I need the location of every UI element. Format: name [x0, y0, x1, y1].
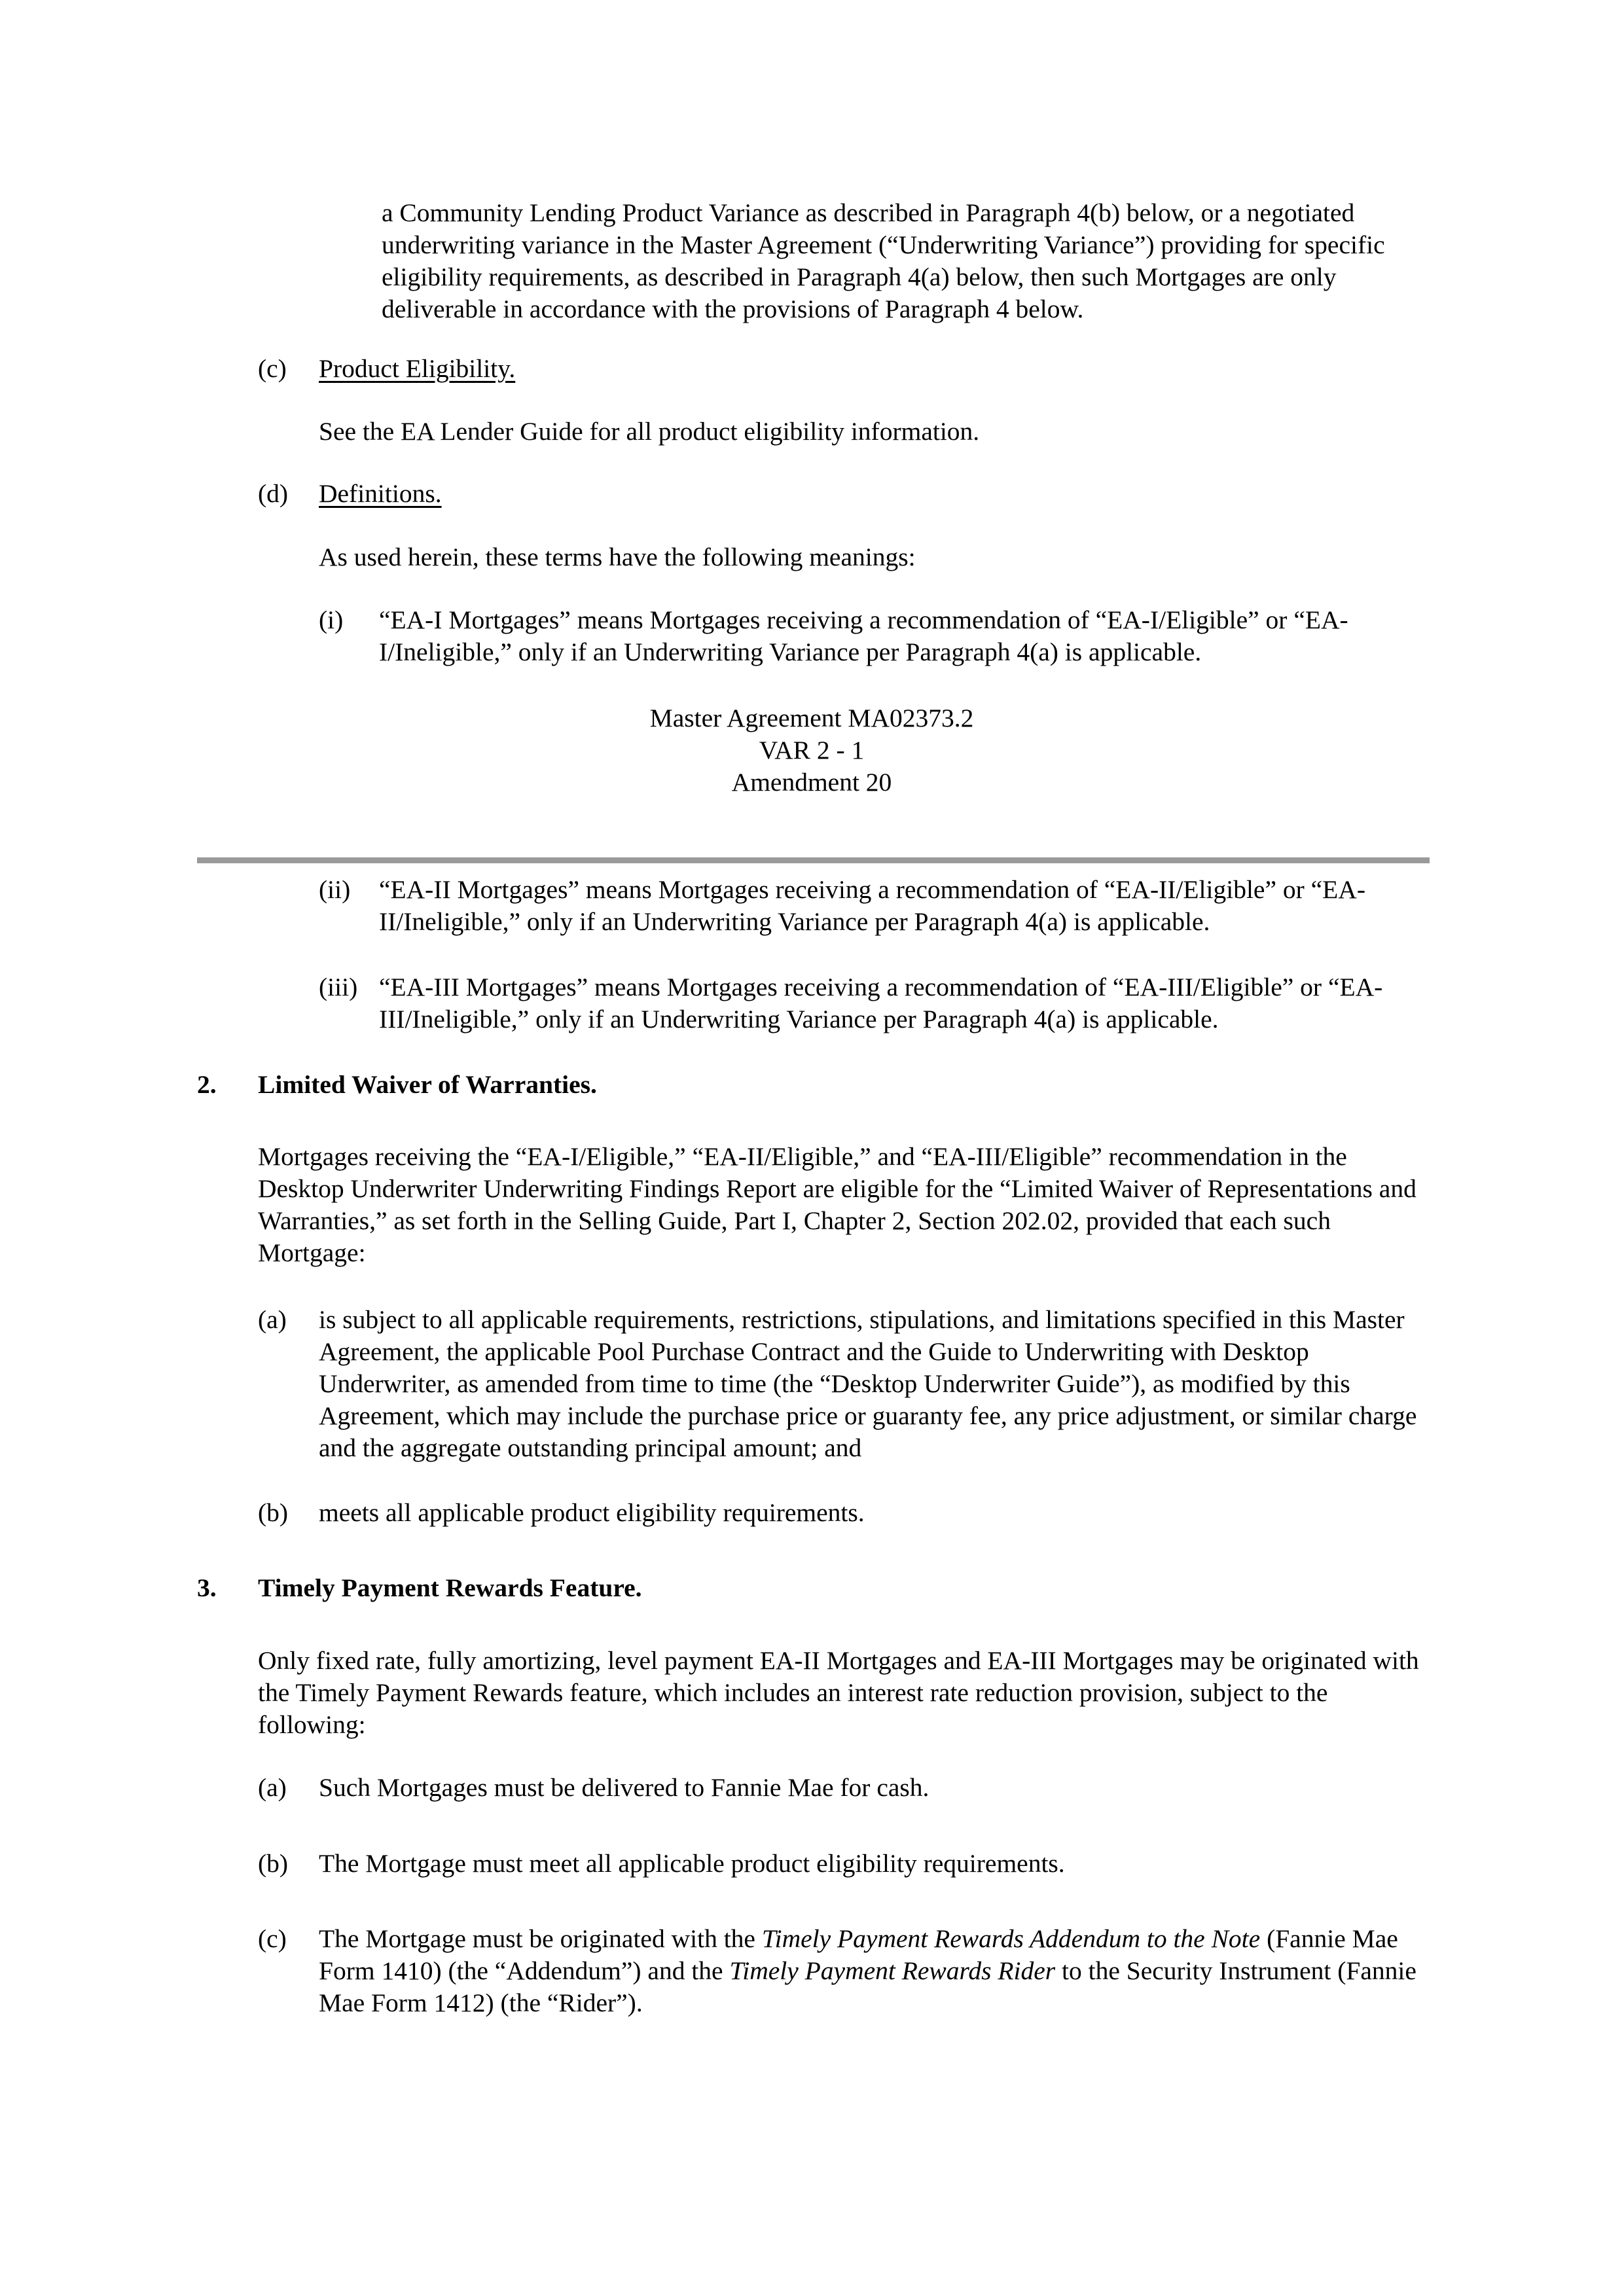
section-3-item-number: (c) — [258, 1924, 287, 1953]
definition-number: (ii) — [319, 875, 351, 904]
item-c-text-2: (Fannie Mae Form 1410) (the “Addendum”) and the — [319, 1924, 1398, 1985]
section-3-heading: Timely Payment Rewards Feature. — [258, 1573, 642, 1602]
section-1d-number: (d) — [258, 479, 289, 508]
section-2-number: 2. — [197, 1070, 217, 1099]
section-1c-heading: Product Eligibility. — [319, 354, 516, 383]
section-1d-text: As used herein, these terms have the following meanings: — [319, 543, 916, 571]
section-3-text: Only fixed rate, fully amortizing, level payment EA-II Mortgages and EA-III Mortgages may be originated with the Timely Payment Rewards feature, which includes an interest rate reduction provision, subject to the following: — [258, 1646, 1419, 1739]
section-3-number: 3. — [197, 1573, 217, 1602]
section-2-item-number: (b) — [258, 1498, 289, 1527]
definition-text: “EA-I Mortgages” means Mortgages receiving a recommendation of “EA-I/Eligible” or “EA-I/Ineligible,” only if an Underwriting Variance per Paragraph 4(a) is applicable. — [379, 605, 1348, 666]
section-2-heading: Limited Waiver of Warranties. — [258, 1070, 597, 1099]
page-footer — [589, 702, 1034, 798]
definition-text: “EA-II Mortgages” means Mortgages receiving a recommendation of “EA-II/Eligible” or “EA-II/Ineligible,” only if an Underwriting Variance per Paragraph 4(a) is applicable. — [379, 875, 1365, 936]
definition-text: “EA-III Mortgages” means Mortgages receiving a recommendation of “EA-III/Eligible” or “EA-III/Ineligible,” only if an Underwriting Variance per Paragraph 4(a) is applicable. — [379, 973, 1383, 1033]
section-3-item-c-text — [319, 1923, 1432, 2019]
section-2-item-text: meets all applicable product eligibility requirements. — [319, 1498, 865, 1527]
footer-var-number: VAR 2 - 1 — [759, 736, 865, 764]
section-2-text: Mortgages receiving the “EA-I/Eligible,” “EA-II/Eligible,” and “EA-III/Eligible” recommendation in the Desktop Underwriter Underwriting Findings Report are eligible for the “Limited Waiver of Representations and Warranties,” as set forth in the Selling Guide, Part I, Chapter 2, Section 202.02, provided that each such Mortgage: — [258, 1142, 1416, 1267]
footer-agreement-number: Master Agreement MA02373.2 — [649, 704, 974, 732]
addendum-form-title: Timely Payment Rewards Addendum to the Note — [761, 1924, 1261, 1953]
section-3-item-number: (b) — [258, 1849, 289, 1878]
intro-paragraph: a Community Lending Product Variance as described in Paragraph 4(b) below, or a negotiated underwriting variance in the Master Agreement (“Underwriting Variance”) providing for specific eligibility requirements, as described in Paragraph 4(a) below, then such Mortgages are only deliverable in accordance with the provisions of Paragraph 4 below. — [382, 198, 1385, 323]
rider-form-title: Timely Payment Rewards Rider — [729, 1956, 1056, 1985]
section-3-item-number: (a) — [258, 1773, 287, 1802]
section-1c-text: See the EA Lender Guide for all product eligibility information. — [319, 417, 980, 446]
section-3-item-text: The Mortgage must meet all applicable product eligibility requirements. — [319, 1849, 1065, 1878]
definition-number: (i) — [319, 605, 344, 634]
section-3-item-text: Such Mortgages must be delivered to Fannie Mae for cash. — [319, 1773, 929, 1802]
section-2-item-number: (a) — [258, 1305, 287, 1334]
definition-number: (iii) — [319, 973, 358, 1001]
item-c-text-3: to the Security Instrument (Fannie Mae Form 1412) (the “Rider”). — [319, 1956, 1416, 2017]
section-1c-number: (c) — [258, 354, 287, 383]
footer-amendment: Amendment 20 — [731, 768, 892, 797]
section-1d-heading: Definitions. — [319, 479, 442, 508]
item-c-text-1: The Mortgage must be originated with the — [319, 1924, 762, 1953]
page-break-rule — [197, 857, 1430, 863]
section-2-item-text: is subject to all applicable requirements, restrictions, stipulations, and limitations specified in this Master Agreement, the applicable Pool Purchase Contract and the Guide to Underwriting with Desktop Underwriter, as amended from time to time (the “Desktop Underwriter Guide”), as modified by this Agreement, which may include the purchase price or guaranty fee, any price adjustment, or similar charge and the aggregate outstanding principal amount; and — [319, 1305, 1417, 1462]
